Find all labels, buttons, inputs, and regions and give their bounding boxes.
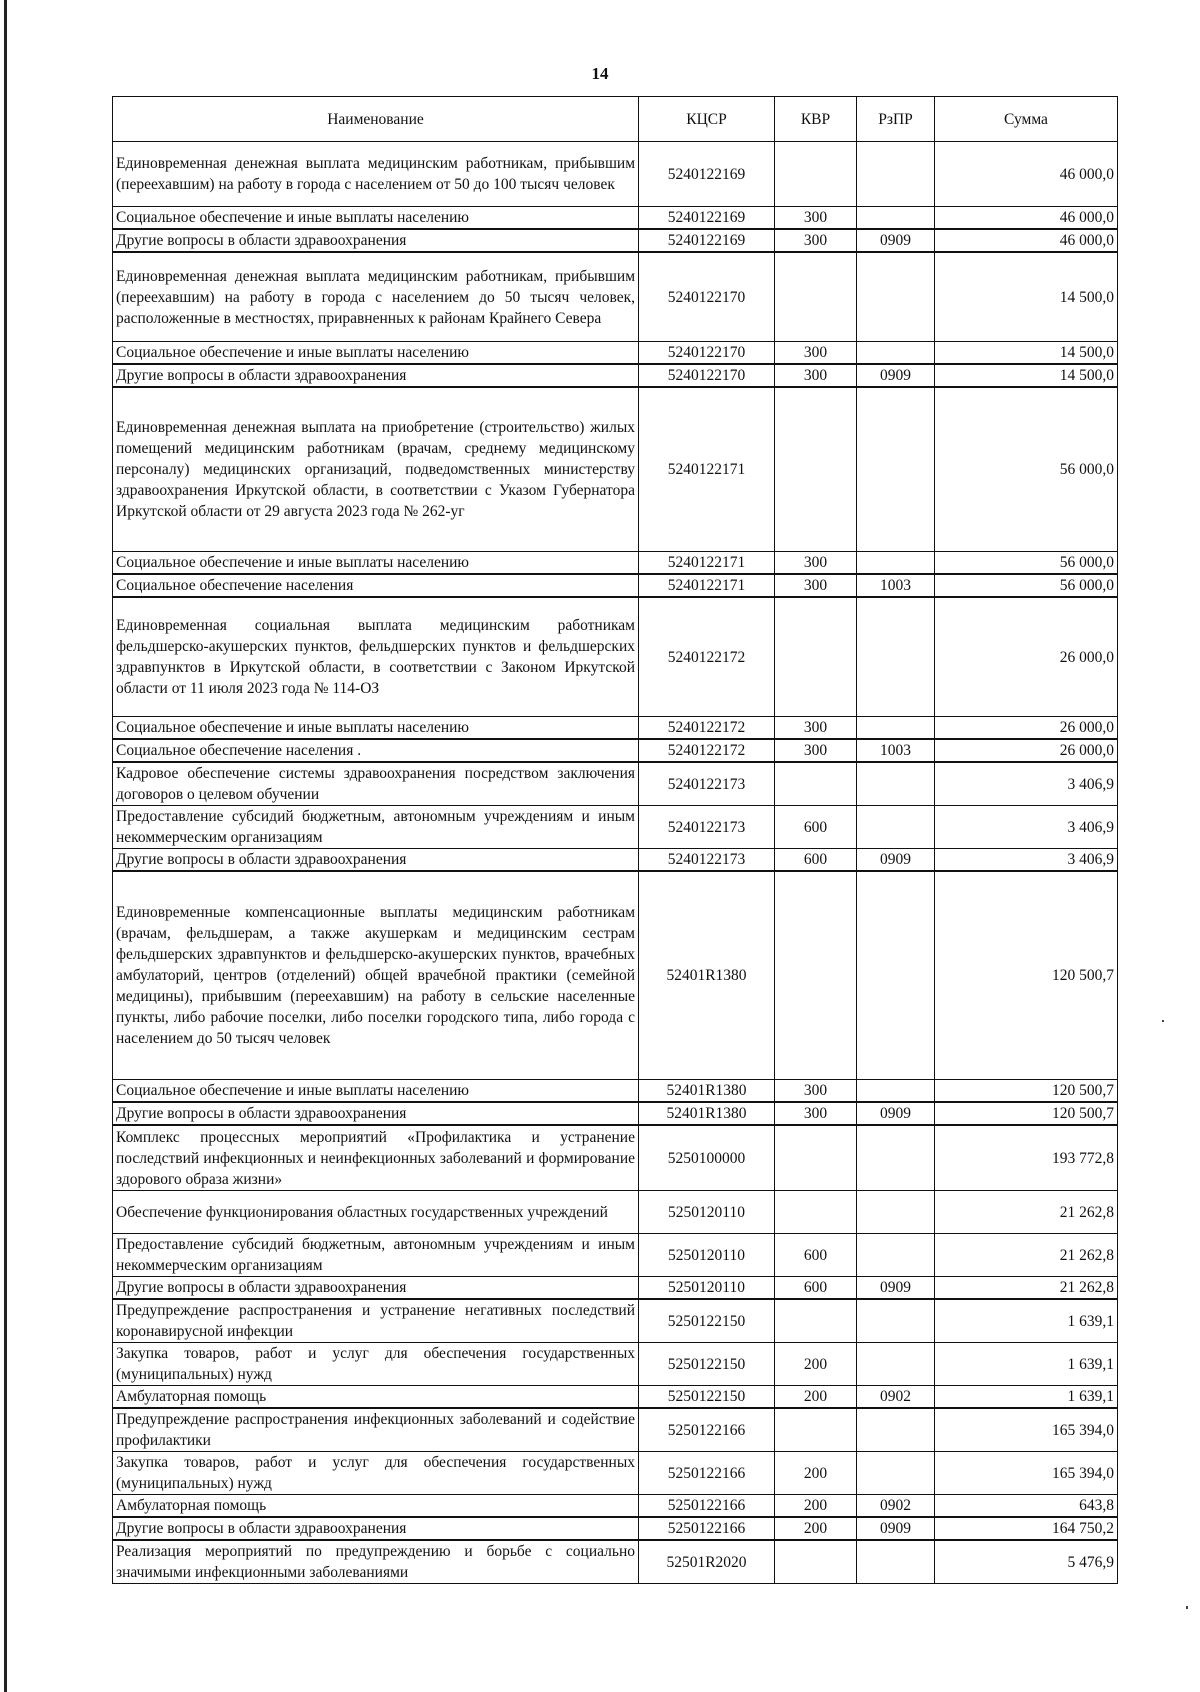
row-kvr-cell: 300 <box>775 364 857 387</box>
table-row <box>113 229 1118 252</box>
row-rzpr-cell <box>857 1080 935 1103</box>
row-kcsr-cell: 5240122173 <box>639 806 775 849</box>
row-sum-cell: 56 000,0 <box>935 387 1118 552</box>
table-row <box>113 1408 1118 1452</box>
row-name-cell: Другие вопросы в области здравоохранения <box>113 229 639 252</box>
row-kvr-cell <box>775 142 857 207</box>
row-name-cell: Социальное обеспечение и иные выплаты населению <box>113 552 639 575</box>
table-row <box>113 1191 1118 1234</box>
row-kcsr-cell: 5250122166 <box>639 1452 775 1495</box>
row-sum-cell: 21 262,8 <box>935 1234 1118 1277</box>
row-name-cell: Реализация мероприятий по предупреждению и борьбе с социально значимыми инфекционными заболеваниями <box>113 1540 639 1584</box>
header-rzpr: РзПР <box>857 97 935 142</box>
row-rzpr-cell <box>857 142 935 207</box>
table-row <box>113 207 1118 230</box>
row-name-cell: Другие вопросы в области здравоохранения <box>113 1517 639 1540</box>
table-row <box>113 142 1118 207</box>
row-kvr-cell: 200 <box>775 1386 857 1409</box>
row-name-cell: Комплекс процессных мероприятий «Профилактика и устранение последствий инфекционных и неинфекционных заболеваний и формирование здорового образа жизни» <box>113 1125 639 1191</box>
row-rzpr-cell <box>857 1125 935 1191</box>
row-name-cell: Социальное обеспечение населения <box>113 574 639 597</box>
row-name-cell: Социальное обеспечение и иные выплаты населению <box>113 342 639 365</box>
table-row <box>113 1125 1118 1191</box>
row-kvr-cell: 300 <box>775 552 857 575</box>
row-sum-cell: 120 500,7 <box>935 1102 1118 1125</box>
row-kvr-cell <box>775 387 857 552</box>
row-rzpr-cell <box>857 252 935 342</box>
row-kcsr-cell: 5240122169 <box>639 229 775 252</box>
row-kvr-cell <box>775 1191 857 1234</box>
table-row <box>113 849 1118 872</box>
row-sum-cell: 26 000,0 <box>935 717 1118 740</box>
row-kcsr-cell: 5240122172 <box>639 739 775 762</box>
table-row <box>113 717 1118 740</box>
row-sum-cell: 165 394,0 <box>935 1408 1118 1452</box>
row-rzpr-cell <box>857 871 935 1080</box>
table-row <box>113 1386 1118 1409</box>
row-rzpr-cell <box>857 1408 935 1452</box>
row-sum-cell: 3 406,9 <box>935 849 1118 872</box>
table-row <box>113 1495 1118 1518</box>
row-rzpr-cell <box>857 597 935 717</box>
row-name-cell: Предупреждение распространения и устранение негативных последствий коронавирусной инфекции <box>113 1299 639 1343</box>
row-rzpr-cell <box>857 1299 935 1343</box>
row-sum-cell: 56 000,0 <box>935 552 1118 575</box>
row-kvr-cell: 300 <box>775 717 857 740</box>
row-kcsr-cell: 5240122171 <box>639 387 775 552</box>
row-kvr-cell: 200 <box>775 1495 857 1518</box>
row-sum-cell: 46 000,0 <box>935 142 1118 207</box>
row-kcsr-cell: 5240122172 <box>639 597 775 717</box>
row-sum-cell: 56 000,0 <box>935 574 1118 597</box>
row-name-cell: Единовременная денежная выплата медицинским работникам, прибывшим (переехавшим) на работу в города с населением до 50 тысяч человек, расположенные в местностях, приравненных к районам Крайнего Севера <box>113 252 639 342</box>
row-rzpr-cell: 0909 <box>857 1277 935 1300</box>
header-kcsr: КЦСР <box>639 97 775 142</box>
row-kcsr-cell: 5250120110 <box>639 1191 775 1234</box>
row-kvr-cell: 300 <box>775 229 857 252</box>
row-sum-cell: 1 639,1 <box>935 1386 1118 1409</box>
row-rzpr-cell <box>857 762 935 806</box>
row-sum-cell: 5 476,9 <box>935 1540 1118 1584</box>
row-rzpr-cell <box>857 387 935 552</box>
row-rzpr-cell <box>857 1540 935 1584</box>
row-name-cell: Предоставление субсидий бюджетным, автономным учреждениям и иным некоммерческим организациям <box>113 806 639 849</box>
scan-speck <box>1162 1020 1164 1022</box>
row-name-cell: Единовременная денежная выплата медицинским работникам, прибывшим (переехавшим) на работу в города с населением от 50 до 100 тысяч человек <box>113 142 639 207</box>
row-kvr-cell <box>775 762 857 806</box>
header-sum: Сумма <box>935 97 1118 142</box>
row-kvr-cell: 600 <box>775 1277 857 1300</box>
row-sum-cell: 14 500,0 <box>935 342 1118 365</box>
row-name-cell: Предоставление субсидий бюджетным, автономным учреждениям и иным некоммерческим организациям <box>113 1234 639 1277</box>
row-rzpr-cell <box>857 806 935 849</box>
row-rzpr-cell <box>857 1343 935 1386</box>
row-kvr-cell: 300 <box>775 1102 857 1125</box>
table-row <box>113 1080 1118 1103</box>
row-name-cell: Предупреждение распространения инфекционных заболеваний и содействие профилактики <box>113 1408 639 1452</box>
row-name-cell: Амбулаторная помощь <box>113 1386 639 1409</box>
row-name-cell: Закупка товаров, работ и услуг для обеспечения государственных (муниципальных) нужд <box>113 1343 639 1386</box>
row-kvr-cell <box>775 1125 857 1191</box>
row-kcsr-cell: 5250122150 <box>639 1343 775 1386</box>
row-kcsr-cell: 5250122166 <box>639 1495 775 1518</box>
row-kcsr-cell: 5240122170 <box>639 364 775 387</box>
table-row <box>113 552 1118 575</box>
row-kcsr-cell: 5240122172 <box>639 717 775 740</box>
row-name-cell: Единовременные компенсационные выплаты медицинским работникам (врачам, фельдшерам, а также акушеркам и медицинским сестрам фельдшерских здравпунктов и фельдшерско-акушерских пунктов, врачебных амбулаторий, центров (отделений) общей врачебной практики (семейной медицины), прибывшим (переехавшим) на работу в сельские населенные пункты, либо рабочие поселки, либо поселки городского типа, либо города с населением до 50 тысяч человек <box>113 871 639 1080</box>
row-rzpr-cell: 0902 <box>857 1386 935 1409</box>
row-rzpr-cell: 0909 <box>857 1102 935 1125</box>
table-row <box>113 1452 1118 1495</box>
row-kcsr-cell: 5250122166 <box>639 1408 775 1452</box>
row-kvr-cell: 300 <box>775 574 857 597</box>
row-kcsr-cell: 5250120110 <box>639 1277 775 1300</box>
row-kcsr-cell: 5240122173 <box>639 762 775 806</box>
row-kcsr-cell: 5250100000 <box>639 1125 775 1191</box>
row-rzpr-cell: 0909 <box>857 1517 935 1540</box>
table-row <box>113 574 1118 597</box>
row-kvr-cell <box>775 597 857 717</box>
page-number: 14 <box>591 64 609 83</box>
row-name-cell: Социальное обеспечение населения . <box>113 739 639 762</box>
row-kcsr-cell: 5240122169 <box>639 207 775 230</box>
row-rzpr-cell <box>857 342 935 365</box>
table-row <box>113 364 1118 387</box>
row-rzpr-cell <box>857 552 935 575</box>
row-name-cell: Другие вопросы в области здравоохранения <box>113 1102 639 1125</box>
table-row <box>113 762 1118 806</box>
row-kcsr-cell: 52401R1380 <box>639 871 775 1080</box>
row-sum-cell: 1 639,1 <box>935 1299 1118 1343</box>
row-rzpr-cell: 0909 <box>857 229 935 252</box>
row-kvr-cell <box>775 871 857 1080</box>
row-rzpr-cell <box>857 207 935 230</box>
row-sum-cell: 46 000,0 <box>935 207 1118 230</box>
left-edge-rule <box>4 0 7 1692</box>
row-kvr-cell: 300 <box>775 207 857 230</box>
row-name-cell: Обеспечение функционирования областных государственных учреждений <box>113 1191 639 1234</box>
row-sum-cell: 3 406,9 <box>935 806 1118 849</box>
row-sum-cell: 3 406,9 <box>935 762 1118 806</box>
row-kcsr-cell: 5240122170 <box>639 252 775 342</box>
row-rzpr-cell: 0902 <box>857 1495 935 1518</box>
row-kvr-cell <box>775 1299 857 1343</box>
row-kcsr-cell: 5250120110 <box>639 1234 775 1277</box>
row-sum-cell: 165 394,0 <box>935 1452 1118 1495</box>
table-header-row <box>113 97 1118 142</box>
table-row <box>113 1517 1118 1540</box>
table-row <box>113 1343 1118 1386</box>
row-sum-cell: 164 750,2 <box>935 1517 1118 1540</box>
row-sum-cell: 21 262,8 <box>935 1277 1118 1300</box>
row-name-cell: Социальное обеспечение и иные выплаты населению <box>113 717 639 740</box>
row-sum-cell: 1 639,1 <box>935 1343 1118 1386</box>
row-name-cell: Амбулаторная помощь <box>113 1495 639 1518</box>
row-kvr-cell: 600 <box>775 1234 857 1277</box>
table-row <box>113 1234 1118 1277</box>
row-kvr-cell: 200 <box>775 1452 857 1495</box>
row-kvr-cell: 200 <box>775 1517 857 1540</box>
row-kcsr-cell: 5240122170 <box>639 342 775 365</box>
row-kvr-cell <box>775 1540 857 1584</box>
row-kvr-cell: 300 <box>775 1080 857 1103</box>
row-kcsr-cell: 5240122173 <box>639 849 775 872</box>
row-rzpr-cell: 0909 <box>857 849 935 872</box>
table-row <box>113 597 1118 717</box>
row-kvr-cell: 300 <box>775 342 857 365</box>
row-kcsr-cell: 5240122171 <box>639 574 775 597</box>
scan-speck <box>1186 1606 1188 1609</box>
row-kcsr-cell: 5250122150 <box>639 1299 775 1343</box>
row-kcsr-cell: 5250122166 <box>639 1517 775 1540</box>
row-rzpr-cell <box>857 717 935 740</box>
table-row <box>113 1102 1118 1125</box>
row-kvr-cell: 600 <box>775 806 857 849</box>
row-sum-cell: 46 000,0 <box>935 229 1118 252</box>
row-name-cell: Другие вопросы в области здравоохранения <box>113 364 639 387</box>
row-kcsr-cell: 5240122171 <box>639 552 775 575</box>
row-name-cell: Единовременная социальная выплата медицинским работникам фельдшерско-акушерских пунктов, фельдшерских пунктов и фельдшерских здравпунктов в Иркутской области, в соответствии с Законом Иркутской области от 11 июля 2023 года № 114-ОЗ <box>113 597 639 717</box>
table-row <box>113 806 1118 849</box>
row-sum-cell: 14 500,0 <box>935 364 1118 387</box>
row-rzpr-cell: 0909 <box>857 364 935 387</box>
table-row <box>113 387 1118 552</box>
header-kvr: КВР <box>775 97 857 142</box>
table-row <box>113 252 1118 342</box>
table-row <box>113 871 1118 1080</box>
row-kcsr-cell: 52501R2020 <box>639 1540 775 1584</box>
row-rzpr-cell <box>857 1191 935 1234</box>
row-kcsr-cell: 5250122150 <box>639 1386 775 1409</box>
row-name-cell: Социальное обеспечение и иные выплаты населению <box>113 207 639 230</box>
table-row <box>113 1277 1118 1300</box>
row-sum-cell: 21 262,8 <box>935 1191 1118 1234</box>
row-name-cell: Другие вопросы в области здравоохранения <box>113 1277 639 1300</box>
header-name: Наименование <box>113 97 639 142</box>
row-name-cell: Единовременная денежная выплата на приобретение (строительство) жилых помещений медицинским работникам (врачам, среднему медицинскому персоналу) медицинских организаций, подведомственных министерству здравоохранения Иркутской области, в соответствии с Указом Губернатора Иркутской области от 29 августа 2023 года № 262-уг <box>113 387 639 552</box>
row-name-cell: Кадровое обеспечение системы здравоохранения посредством заключения договоров о целевом обучении <box>113 762 639 806</box>
budget-table <box>112 96 1118 1584</box>
row-kvr-cell: 600 <box>775 849 857 872</box>
row-rzpr-cell: 1003 <box>857 739 935 762</box>
row-sum-cell: 120 500,7 <box>935 871 1118 1080</box>
table-row <box>113 739 1118 762</box>
row-kvr-cell <box>775 252 857 342</box>
row-kcsr-cell: 5240122169 <box>639 142 775 207</box>
row-sum-cell: 120 500,7 <box>935 1080 1118 1103</box>
row-sum-cell: 26 000,0 <box>935 597 1118 717</box>
table-row <box>113 1540 1118 1584</box>
row-name-cell: Социальное обеспечение и иные выплаты населению <box>113 1080 639 1103</box>
row-name-cell: Другие вопросы в области здравоохранения <box>113 849 639 872</box>
row-kcsr-cell: 52401R1380 <box>639 1102 775 1125</box>
table-row <box>113 1299 1118 1343</box>
row-rzpr-cell <box>857 1234 935 1277</box>
row-name-cell: Закупка товаров, работ и услуг для обеспечения государственных (муниципальных) нужд <box>113 1452 639 1495</box>
row-sum-cell: 193 772,8 <box>935 1125 1118 1191</box>
row-sum-cell: 14 500,0 <box>935 252 1118 342</box>
table-body <box>113 142 1118 1584</box>
table-row <box>113 342 1118 365</box>
row-kcsr-cell: 52401R1380 <box>639 1080 775 1103</box>
row-kvr-cell: 300 <box>775 739 857 762</box>
row-rzpr-cell <box>857 1452 935 1495</box>
row-sum-cell: 643,8 <box>935 1495 1118 1518</box>
row-kvr-cell <box>775 1408 857 1452</box>
row-rzpr-cell: 1003 <box>857 574 935 597</box>
row-sum-cell: 26 000,0 <box>935 739 1118 762</box>
row-kvr-cell: 200 <box>775 1343 857 1386</box>
